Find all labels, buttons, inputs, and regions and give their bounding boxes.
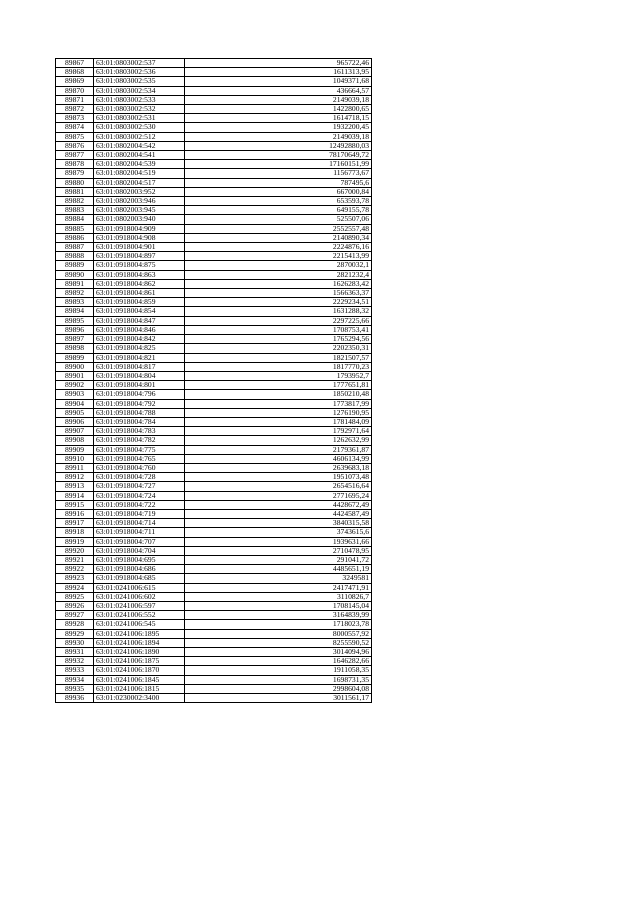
- row-number-cell: 89920: [56, 546, 94, 555]
- cadastral-number-cell: 63:01:0241006:1895: [94, 629, 185, 638]
- row-number-cell: 89884: [56, 215, 94, 224]
- cadastral-number-cell: 63:01:0803002:537: [94, 59, 185, 68]
- cadastral-value-cell: 2224876,16: [185, 243, 372, 252]
- cadastral-number-cell: 63:01:0918004:707: [94, 537, 185, 546]
- row-number-cell: 89934: [56, 675, 94, 684]
- table-row: [56, 325, 372, 334]
- table-row: [56, 436, 372, 445]
- cadastral-value-cell: 1276190,95: [185, 408, 372, 417]
- cadastral-number-cell: 63:01:0918004:825: [94, 344, 185, 353]
- table-row: [56, 105, 372, 114]
- table-row: [56, 197, 372, 206]
- cadastral-value-cell: 4606134,99: [185, 454, 372, 463]
- cadastral-number-cell: 63:01:0241006:615: [94, 583, 185, 592]
- cadastral-number-cell: 63:01:0803002:534: [94, 86, 185, 95]
- cadastral-value-cell: 2821232,4: [185, 270, 372, 279]
- table-row: [56, 684, 372, 693]
- row-number-cell: 89898: [56, 344, 94, 353]
- cadastral-number-cell: 63:01:0802004:541: [94, 151, 185, 160]
- cadastral-number-cell: 63:01:0241006:597: [94, 601, 185, 610]
- table-row: [56, 335, 372, 344]
- table-row: [56, 574, 372, 583]
- cadastral-number-cell: 63:01:0918004:788: [94, 408, 185, 417]
- cadastral-value-cell: 3840315,58: [185, 519, 372, 528]
- cadastral-number-cell: 63:01:0918004:719: [94, 509, 185, 518]
- cadastral-number-cell: 63:01:0918004:804: [94, 371, 185, 380]
- cadastral-value-cell: 3110826,7: [185, 592, 372, 601]
- cadastral-value-cell: 1262632,99: [185, 436, 372, 445]
- table-row: [56, 224, 372, 233]
- cadastral-value-cell: 787495,6: [185, 178, 372, 187]
- table-row: [56, 694, 372, 703]
- row-number-cell: 89877: [56, 151, 94, 160]
- cadastral-value-cell: 649155,78: [185, 206, 372, 215]
- row-number-cell: 89875: [56, 132, 94, 141]
- row-number-cell: 89915: [56, 500, 94, 509]
- table-row: [56, 408, 372, 417]
- table-row: [56, 583, 372, 592]
- cadastral-number-cell: 63:01:0918004:908: [94, 233, 185, 242]
- cadastral-value-cell: 1781484,09: [185, 417, 372, 426]
- row-number-cell: 89895: [56, 316, 94, 325]
- table-row: [56, 114, 372, 123]
- cadastral-value-cell: 1631288,32: [185, 307, 372, 316]
- cadastral-number-cell: 63:01:0918004:775: [94, 445, 185, 454]
- cadastral-number-cell: 63:01:0803002:512: [94, 132, 185, 141]
- row-number-cell: 89883: [56, 206, 94, 215]
- cadastral-value-cell: 4424587,49: [185, 509, 372, 518]
- cadastral-value-cell: 653593,78: [185, 197, 372, 206]
- cadastral-value-cell: 291041,72: [185, 555, 372, 564]
- cadastral-number-cell: 63:01:0802003:945: [94, 206, 185, 215]
- table-row: [56, 243, 372, 252]
- table-row: [56, 528, 372, 537]
- cadastral-number-cell: 63:01:0918004:792: [94, 399, 185, 408]
- cadastral-value-cell: 1614718,15: [185, 114, 372, 123]
- table-row: [56, 454, 372, 463]
- table-row: [56, 187, 372, 196]
- row-number-cell: 89872: [56, 105, 94, 114]
- cadastral-number-cell: 63:01:0918004:722: [94, 500, 185, 509]
- row-number-cell: 89912: [56, 473, 94, 482]
- cadastral-number-cell: 63:01:0918004:862: [94, 279, 185, 288]
- row-number-cell: 89908: [56, 436, 94, 445]
- cadastral-number-cell: 63:01:0918004:909: [94, 224, 185, 233]
- table-row: [56, 629, 372, 638]
- table-row: [56, 123, 372, 132]
- row-number-cell: 89869: [56, 77, 94, 86]
- cadastral-value-cell: 3249581: [185, 574, 372, 583]
- cadastral-number-cell: 63:01:0802004:539: [94, 160, 185, 169]
- table-row: [56, 206, 372, 215]
- cadastral-number-cell: 63:01:0918004:714: [94, 519, 185, 528]
- table-row: [56, 178, 372, 187]
- cadastral-value-table: [55, 58, 372, 703]
- cadastral-number-cell: 63:01:0803002:532: [94, 105, 185, 114]
- cadastral-number-cell: 63:01:0918004:782: [94, 436, 185, 445]
- cadastral-number-cell: 63:01:0241006:545: [94, 620, 185, 629]
- cadastral-number-cell: 63:01:0802003:940: [94, 215, 185, 224]
- row-number-cell: 89890: [56, 270, 94, 279]
- cadastral-value-cell: 1718023,78: [185, 620, 372, 629]
- row-number-cell: 89886: [56, 233, 94, 242]
- cadastral-value-cell: 2710478,95: [185, 546, 372, 555]
- table-row: [56, 316, 372, 325]
- cadastral-value-cell: 2552557,48: [185, 224, 372, 233]
- cadastral-value-cell: 2140890,34: [185, 233, 372, 242]
- cadastral-value-cell: 3011561,17: [185, 694, 372, 703]
- table-row: [56, 86, 372, 95]
- cadastral-value-cell: 2202350,31: [185, 344, 372, 353]
- table-row: [56, 261, 372, 270]
- cadastral-value-cell: 2870032,1: [185, 261, 372, 270]
- cadastral-value-cell: 1626283,42: [185, 279, 372, 288]
- row-number-cell: 89905: [56, 408, 94, 417]
- cadastral-number-cell: 63:01:0918004:875: [94, 261, 185, 270]
- cadastral-value-cell: 1422800,65: [185, 105, 372, 114]
- cadastral-value-cell: 17160151,99: [185, 160, 372, 169]
- table-row: [56, 675, 372, 684]
- row-number-cell: 89870: [56, 86, 94, 95]
- row-number-cell: 89928: [56, 620, 94, 629]
- row-number-cell: 89871: [56, 95, 94, 104]
- cadastral-value-cell: 1049371,68: [185, 77, 372, 86]
- table-row: [56, 473, 372, 482]
- cadastral-number-cell: 63:01:0802003:952: [94, 187, 185, 196]
- cadastral-number-cell: 63:01:0918004:846: [94, 325, 185, 334]
- cadastral-value-cell: 1765294,56: [185, 335, 372, 344]
- row-number-cell: 89925: [56, 592, 94, 601]
- cadastral-value-cell: 1793952,7: [185, 371, 372, 380]
- cadastral-value-cell: 2149039,18: [185, 132, 372, 141]
- cadastral-value-cell: 8255590,52: [185, 638, 372, 647]
- cadastral-number-cell: 63:01:0803002:533: [94, 95, 185, 104]
- cadastral-number-cell: 63:01:0241006:602: [94, 592, 185, 601]
- table-row: [56, 491, 372, 500]
- cadastral-number-cell: 63:01:0918004:724: [94, 491, 185, 500]
- row-number-cell: 89922: [56, 565, 94, 574]
- row-number-cell: 89910: [56, 454, 94, 463]
- cadastral-value-cell: 2417471,91: [185, 583, 372, 592]
- cadastral-number-cell: 63:01:0241006:1870: [94, 666, 185, 675]
- cadastral-value-cell: 667000,84: [185, 187, 372, 196]
- row-number-cell: 89932: [56, 657, 94, 666]
- cadastral-number-cell: 63:01:0918004:783: [94, 427, 185, 436]
- cadastral-value-cell: 2215413,99: [185, 252, 372, 261]
- table-row: [56, 601, 372, 610]
- cadastral-number-cell: 63:01:0918004:727: [94, 482, 185, 491]
- table-row: [56, 298, 372, 307]
- cadastral-number-cell: 63:01:0918004:765: [94, 454, 185, 463]
- row-number-cell: 89867: [56, 59, 94, 68]
- table-row: [56, 620, 372, 629]
- cadastral-value-cell: 1951073,48: [185, 473, 372, 482]
- cadastral-value-cell: 2149039,18: [185, 95, 372, 104]
- cadastral-value-cell: 1156773,67: [185, 169, 372, 178]
- cadastral-value-cell: 1817770,23: [185, 362, 372, 371]
- cadastral-value-cell: 2639683,18: [185, 463, 372, 472]
- table-row: [56, 160, 372, 169]
- row-number-cell: 89894: [56, 307, 94, 316]
- table-row: [56, 555, 372, 564]
- row-number-cell: 89881: [56, 187, 94, 196]
- table-row: [56, 371, 372, 380]
- table-row: [56, 427, 372, 436]
- row-number-cell: 89893: [56, 298, 94, 307]
- table-row: [56, 482, 372, 491]
- table-row: [56, 546, 372, 555]
- cadastral-value-cell: 78170649,72: [185, 151, 372, 160]
- table-row: [56, 611, 372, 620]
- cadastral-number-cell: 63:01:0803002:536: [94, 68, 185, 77]
- row-number-cell: 89913: [56, 482, 94, 491]
- table-row: [56, 169, 372, 178]
- table-body: [56, 59, 372, 703]
- cadastral-number-cell: 63:01:0918004:854: [94, 307, 185, 316]
- table-row: [56, 666, 372, 675]
- cadastral-number-cell: 63:01:0803002:535: [94, 77, 185, 86]
- table-row: [56, 307, 372, 316]
- table-row: [56, 537, 372, 546]
- row-number-cell: 89899: [56, 353, 94, 362]
- cadastral-value-cell: 1566363,37: [185, 289, 372, 298]
- row-number-cell: 89873: [56, 114, 94, 123]
- table-row: [56, 463, 372, 472]
- row-number-cell: 89879: [56, 169, 94, 178]
- cadastral-number-cell: 63:01:0802004:517: [94, 178, 185, 187]
- cadastral-number-cell: 63:01:0918004:685: [94, 574, 185, 583]
- row-number-cell: 89885: [56, 224, 94, 233]
- row-number-cell: 89927: [56, 611, 94, 620]
- row-number-cell: 89891: [56, 279, 94, 288]
- cadastral-value-cell: 8000557,92: [185, 629, 372, 638]
- row-number-cell: 89917: [56, 519, 94, 528]
- row-number-cell: 89906: [56, 417, 94, 426]
- cadastral-number-cell: 63:01:0918004:686: [94, 565, 185, 574]
- table-row: [56, 592, 372, 601]
- cadastral-number-cell: 63:01:0918004:821: [94, 353, 185, 362]
- row-number-cell: 89887: [56, 243, 94, 252]
- cadastral-number-cell: 63:01:0918004:704: [94, 546, 185, 555]
- table-row: [56, 132, 372, 141]
- row-number-cell: 89914: [56, 491, 94, 500]
- row-number-cell: 89901: [56, 371, 94, 380]
- cadastral-value-cell: 1939631,66: [185, 537, 372, 546]
- cadastral-number-cell: 63:01:0241006:552: [94, 611, 185, 620]
- cadastral-number-cell: 63:01:0918004:863: [94, 270, 185, 279]
- cadastral-number-cell: 63:01:0918004:861: [94, 289, 185, 298]
- table-row: [56, 68, 372, 77]
- row-number-cell: 89924: [56, 583, 94, 592]
- cadastral-number-cell: 63:01:0802004:542: [94, 141, 185, 150]
- row-number-cell: 89902: [56, 381, 94, 390]
- table-row: [56, 509, 372, 518]
- table-row: [56, 565, 372, 574]
- cadastral-number-cell: 63:01:0241006:1815: [94, 684, 185, 693]
- row-number-cell: 89918: [56, 528, 94, 537]
- row-number-cell: 89919: [56, 537, 94, 546]
- cadastral-value-cell: 4428672,49: [185, 500, 372, 509]
- row-number-cell: 89935: [56, 684, 94, 693]
- table-row: [56, 344, 372, 353]
- table-row: [56, 77, 372, 86]
- cadastral-number-cell: 63:01:0241006:1875: [94, 657, 185, 666]
- row-number-cell: 89916: [56, 509, 94, 518]
- table-row: [56, 252, 372, 261]
- row-number-cell: 89907: [56, 427, 94, 436]
- row-number-cell: 89876: [56, 141, 94, 150]
- table-row: [56, 215, 372, 224]
- cadastral-value-cell: 3164839,99: [185, 611, 372, 620]
- cadastral-number-cell: 63:01:0802003:946: [94, 197, 185, 206]
- table-row: [56, 279, 372, 288]
- row-number-cell: 89930: [56, 638, 94, 647]
- table-row: [56, 445, 372, 454]
- table-row: [56, 519, 372, 528]
- cadastral-value-cell: 1708145,04: [185, 601, 372, 610]
- table-row: [56, 151, 372, 160]
- cadastral-number-cell: 63:01:0918004:760: [94, 463, 185, 472]
- table-row: [56, 657, 372, 666]
- row-number-cell: 89933: [56, 666, 94, 675]
- table-row: [56, 638, 372, 647]
- cadastral-number-cell: 63:01:0918004:711: [94, 528, 185, 537]
- cadastral-value-cell: 3014094,96: [185, 648, 372, 657]
- cadastral-value-cell: 1850210,48: [185, 390, 372, 399]
- cadastral-value-cell: 525507,06: [185, 215, 372, 224]
- cadastral-value-cell: 1708753,41: [185, 325, 372, 334]
- row-number-cell: 89929: [56, 629, 94, 638]
- cadastral-number-cell: 63:01:0918004:897: [94, 252, 185, 261]
- row-number-cell: 89888: [56, 252, 94, 261]
- row-number-cell: 89892: [56, 289, 94, 298]
- table-row: [56, 95, 372, 104]
- cadastral-number-cell: 63:01:0918004:796: [94, 390, 185, 399]
- cadastral-value-cell: 1698731,35: [185, 675, 372, 684]
- cadastral-number-cell: 63:01:0802004:519: [94, 169, 185, 178]
- table-row: [56, 59, 372, 68]
- table-row: [56, 399, 372, 408]
- cadastral-value-cell: 1773817,99: [185, 399, 372, 408]
- cadastral-number-cell: 63:01:0918004:847: [94, 316, 185, 325]
- row-number-cell: 89874: [56, 123, 94, 132]
- cadastral-value-cell: 1911058,35: [185, 666, 372, 675]
- cadastral-value-cell: 2179361,87: [185, 445, 372, 454]
- table-row: [56, 270, 372, 279]
- cadastral-number-cell: 63:01:0230002:3400: [94, 694, 185, 703]
- row-number-cell: 89923: [56, 574, 94, 583]
- cadastral-value-cell: 2297225,66: [185, 316, 372, 325]
- cadastral-number-cell: 63:01:0918004:695: [94, 555, 185, 564]
- row-number-cell: 89903: [56, 390, 94, 399]
- row-number-cell: 89878: [56, 160, 94, 169]
- cadastral-value-cell: 2771695,24: [185, 491, 372, 500]
- cadastral-value-cell: 4485651,19: [185, 565, 372, 574]
- cadastral-value-cell: 1777651,81: [185, 381, 372, 390]
- row-number-cell: 89926: [56, 601, 94, 610]
- cadastral-value-cell: 2998604,08: [185, 684, 372, 693]
- row-number-cell: 89897: [56, 335, 94, 344]
- table-row: [56, 381, 372, 390]
- row-number-cell: 89931: [56, 648, 94, 657]
- row-number-cell: 89880: [56, 178, 94, 187]
- cadastral-value-cell: 2654516,64: [185, 482, 372, 491]
- cadastral-number-cell: 63:01:0918004:728: [94, 473, 185, 482]
- table-row: [56, 362, 372, 371]
- cadastral-number-cell: 63:01:0918004:859: [94, 298, 185, 307]
- row-number-cell: 89868: [56, 68, 94, 77]
- row-number-cell: 89904: [56, 399, 94, 408]
- row-number-cell: 89900: [56, 362, 94, 371]
- cadastral-value-cell: 1611313,95: [185, 68, 372, 77]
- table-row: [56, 233, 372, 242]
- row-number-cell: 89911: [56, 463, 94, 472]
- cadastral-value-cell: 3743615,6: [185, 528, 372, 537]
- cadastral-number-cell: 63:01:0918004:842: [94, 335, 185, 344]
- table-row: [56, 353, 372, 362]
- row-number-cell: 89936: [56, 694, 94, 703]
- table-row: [56, 417, 372, 426]
- cadastral-number-cell: 63:01:0241006:1894: [94, 638, 185, 647]
- cadastral-value-cell: 1646282,66: [185, 657, 372, 666]
- cadastral-value-cell: 965722,46: [185, 59, 372, 68]
- table-row: [56, 390, 372, 399]
- row-number-cell: 89896: [56, 325, 94, 334]
- cadastral-value-cell: 1821507,57: [185, 353, 372, 362]
- row-number-cell: 89909: [56, 445, 94, 454]
- cadastral-number-cell: 63:01:0241006:1890: [94, 648, 185, 657]
- cadastral-number-cell: 63:01:0803002:530: [94, 123, 185, 132]
- cadastral-value-cell: 1932200,45: [185, 123, 372, 132]
- row-number-cell: 89882: [56, 197, 94, 206]
- table-row: [56, 289, 372, 298]
- cadastral-value-cell: 436664,57: [185, 86, 372, 95]
- table-row: [56, 648, 372, 657]
- row-number-cell: 89921: [56, 555, 94, 564]
- cadastral-number-cell: 63:01:0918004:817: [94, 362, 185, 371]
- table-row: [56, 500, 372, 509]
- cadastral-value-cell: 1792971,64: [185, 427, 372, 436]
- cadastral-number-cell: 63:01:0918004:784: [94, 417, 185, 426]
- cadastral-value-cell: 2229234,51: [185, 298, 372, 307]
- cadastral-number-cell: 63:01:0803002:531: [94, 114, 185, 123]
- row-number-cell: 89889: [56, 261, 94, 270]
- cadastral-number-cell: 63:01:0241006:1845: [94, 675, 185, 684]
- cadastral-number-cell: 63:01:0918004:901: [94, 243, 185, 252]
- cadastral-value-cell: 12492880,03: [185, 141, 372, 150]
- cadastral-number-cell: 63:01:0918004:801: [94, 381, 185, 390]
- table-row: [56, 141, 372, 150]
